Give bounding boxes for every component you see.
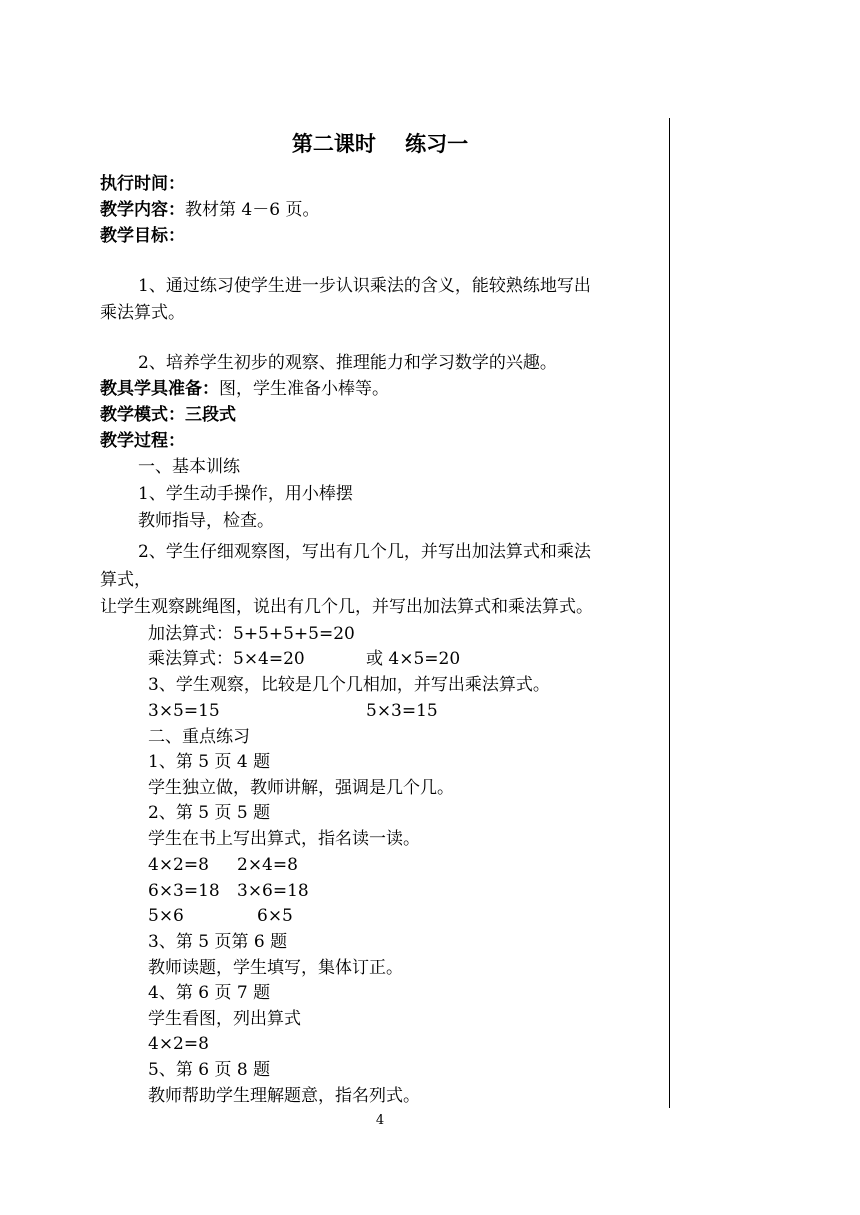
teaching-content-row <box>100 198 319 222</box>
addition-formula: 加法算式：5+5+5+5=20 <box>148 624 355 644</box>
step-2-line-2: 算式， <box>100 570 151 590</box>
exercise-4: 4、第 6 页 7 题 <box>148 983 271 1003</box>
exercise-1: 1、第 5 页 4 题 <box>148 752 271 772</box>
step-1: 1、学生动手操作，用小棒摆 <box>138 484 353 504</box>
margin-rule <box>669 118 670 1108</box>
step-1-note: 教师指导，检查。 <box>138 511 274 531</box>
exercise-5-note: 教师帮助学生理解题意，指名列式。 <box>148 1086 420 1106</box>
step-3: 3、学生观察，比较是几个几相加，并写出乘法算式。 <box>148 675 550 695</box>
goal-1-line-2: 乘法算式。 <box>100 303 185 323</box>
formula-3x5: 3×5=15 <box>148 701 220 721</box>
page-number: 4 <box>375 1113 385 1128</box>
exercise-2: 2、第 5 页 5 题 <box>148 803 271 823</box>
multiplication-formula: 乘法算式：5×4=20 <box>148 649 305 669</box>
label-teaching-content: 教学内容： <box>100 200 185 220</box>
step-2-line-1: 2、学生仔细观察图，写出有几个几，并写出加法算式和乘法 <box>138 542 591 562</box>
step-2-instruction: 让学生观察跳绳图，说出有几个几，并写出加法算式和乘法算式。 <box>100 597 593 617</box>
formula-4x2-second: 4×2=8 <box>148 1034 209 1054</box>
lesson-title: 第二课时 练习一 <box>291 131 469 156</box>
formula-5x6: 5×6 <box>148 906 184 926</box>
exercise-4-note: 学生看图，列出算式 <box>148 1009 301 1029</box>
exercise-3-note: 教师读题，学生填写，集体订正。 <box>148 958 403 978</box>
mode-row <box>100 403 236 427</box>
mode-value: 三段式 <box>185 405 236 425</box>
tools-row <box>100 377 389 401</box>
goal-2: 2、培养学生初步的观察、推理能力和学习数学的兴趣。 <box>138 353 557 373</box>
label-teaching-goal: 教学目标： <box>100 226 185 246</box>
formula-2x4: 2×4=8 <box>237 855 298 875</box>
tools-value: 图，学生准备小棒等。 <box>219 379 389 399</box>
goal-1-line-1: 1、通过练习使学生进一步认识乘法的含义，能较熟练地写出 <box>138 276 591 296</box>
teaching-content-value: 教材第 4－6 页。 <box>185 200 320 220</box>
exercise-5: 5、第 6 页 8 题 <box>148 1060 271 1080</box>
exercise-3: 3、第 5 页第 6 题 <box>148 932 288 952</box>
multiplication-formula-alt: 或 4×5=20 <box>366 649 461 669</box>
exercise-2-note: 学生在书上写出算式，指名读一读。 <box>148 829 420 849</box>
formula-6x3: 6×3=18 <box>148 881 220 901</box>
label-tools: 教具学具准备： <box>100 379 219 399</box>
formula-5x3: 5×3=15 <box>366 701 438 721</box>
formula-4x2: 4×2=8 <box>148 855 209 875</box>
formula-3x6: 3×6=18 <box>237 881 309 901</box>
label-process: 教学过程： <box>100 431 185 451</box>
label-execution-time: 执行时间： <box>100 174 185 194</box>
section-key-practice: 二、重点练习 <box>148 727 250 747</box>
formula-6x5: 6×5 <box>257 906 293 926</box>
exercise-1-note: 学生独立做，教师讲解，强调是几个几。 <box>148 778 454 798</box>
section-basic-training: 一、基本训练 <box>138 457 240 477</box>
label-mode: 教学模式： <box>100 405 185 425</box>
